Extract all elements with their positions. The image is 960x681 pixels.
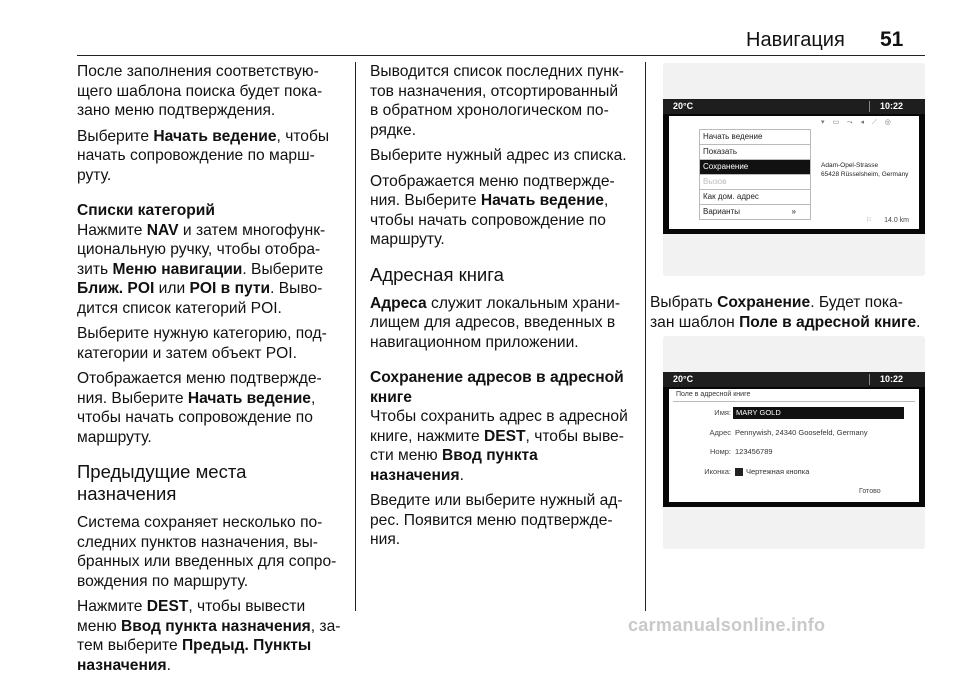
field-number[interactable] xyxy=(669,446,919,458)
text: или xyxy=(154,280,190,297)
form-title: Поле в адресной книге xyxy=(676,391,751,398)
distance-value: 14.0 km xyxy=(884,217,909,224)
text-line: Система сохраняет несколько по- xyxy=(77,514,323,531)
text-line: Выберите нужную категорию, под- xyxy=(77,325,327,342)
menu-item-options[interactable] xyxy=(699,204,811,220)
text: Выберите xyxy=(77,127,154,145)
flag-icon: ⚐ xyxy=(865,217,873,224)
paragraph xyxy=(370,407,636,485)
display xyxy=(663,99,925,234)
paragraph xyxy=(77,62,345,121)
column-2 xyxy=(370,62,636,556)
menu-term: Адреса xyxy=(370,294,427,312)
text-line: лищем для адресов, введенных в xyxy=(370,314,616,331)
paragraph xyxy=(370,294,636,353)
paragraph xyxy=(370,172,636,250)
text-line: бранных или введенных для сопро- xyxy=(77,553,337,570)
menu-term: Поле в адресной книге xyxy=(739,313,917,331)
menu-item-set-home[interactable]: Как дом. адрес xyxy=(699,189,811,204)
paragraph xyxy=(370,491,636,550)
temperature: 20°C xyxy=(673,101,694,111)
text: ния. Выберите xyxy=(370,192,481,209)
text-line: дится список категорий POI. xyxy=(77,299,282,317)
text: книге, нажмите xyxy=(370,427,484,445)
text: , за- xyxy=(310,617,341,635)
menu-item-show[interactable]: Показать xyxy=(699,144,811,159)
button-term: DEST xyxy=(146,598,189,615)
text-line: щего шаблона поиска будет пока- xyxy=(77,82,323,100)
chevron-right-icon: » xyxy=(791,207,796,216)
field-label: Адрес xyxy=(709,428,731,437)
paragraph xyxy=(77,127,345,186)
column-1 xyxy=(77,62,345,681)
text: , чтобы xyxy=(276,127,330,145)
section-title: Навигация xyxy=(746,29,845,51)
display xyxy=(663,372,925,507)
text: тем выберите xyxy=(77,637,182,654)
clock: 10:22 xyxy=(879,374,903,384)
text-line: вождения по маршруту. xyxy=(77,572,249,590)
text-line: следних пунктов назначения, вы- xyxy=(77,533,318,551)
text-line: Сохранение адресов в адресной xyxy=(370,369,624,386)
text: . Будет пока- xyxy=(810,294,903,311)
menu-item-save[interactable]: Сохранение xyxy=(699,159,811,174)
text: . xyxy=(459,466,464,484)
field-value: 123456789 xyxy=(735,447,773,456)
text: и затем многофунк- xyxy=(178,221,326,239)
paragraph xyxy=(77,597,345,675)
screenshot-address-book-form xyxy=(663,336,925,549)
paragraph xyxy=(370,62,636,140)
screen-caption xyxy=(650,293,930,338)
text-line: книге xyxy=(370,388,412,406)
paragraph xyxy=(370,146,636,166)
text-line: начать сопровождение по марш- xyxy=(77,147,315,164)
text-line: После заполнения соответствую- xyxy=(77,63,319,80)
destination-address xyxy=(821,161,908,179)
button-term: DEST xyxy=(483,427,526,445)
text: меню xyxy=(77,617,122,635)
paragraph xyxy=(77,324,345,363)
column-divider-2 xyxy=(645,62,646,611)
menu-term: Сохранение xyxy=(717,294,811,311)
text: ния. Выберите xyxy=(77,389,188,407)
text: , чтобы выве- xyxy=(525,427,624,445)
text-line: Выберите нужный адрес из списка. xyxy=(370,147,627,164)
divider xyxy=(869,374,870,385)
menu-panel xyxy=(669,116,919,229)
field-label: Иконка: xyxy=(704,467,731,476)
text-line: Выводится список последних пунк- xyxy=(370,63,624,80)
text: Выбрать xyxy=(650,294,718,311)
field-value: Pennywish, 24340 Goosefeld, Germany xyxy=(735,428,868,437)
field-icon[interactable] xyxy=(669,466,919,478)
screenshot-confirmation-menu xyxy=(663,63,925,276)
text-line: чтобы начать сопровождение по xyxy=(77,409,313,426)
text-line: Чтобы сохранить адрес в адресной xyxy=(370,408,628,425)
menu-term: Предыд. Пункты xyxy=(181,637,312,654)
pushpin-icon xyxy=(735,468,743,476)
text: . xyxy=(916,313,921,331)
menu-item-call[interactable]: Вызов xyxy=(699,174,811,189)
text: служит локальным храни- xyxy=(426,294,621,312)
header-rule xyxy=(77,55,925,56)
text-line: маршруту. xyxy=(370,231,445,248)
menu-item-start-guidance[interactable]: Начать ведение xyxy=(699,129,811,144)
field-value xyxy=(735,466,809,478)
text: . Выберите xyxy=(242,260,324,278)
text-line: чтобы начать сопровождение по xyxy=(370,211,606,229)
status-bar xyxy=(663,372,925,387)
field-label: Номр: xyxy=(710,447,731,456)
field-value: MARY GOLD xyxy=(733,407,904,419)
column-divider-1 xyxy=(355,62,356,611)
menu-term: Меню навигации xyxy=(112,260,243,278)
field-label: Имя: xyxy=(714,408,731,417)
divider xyxy=(869,101,870,112)
menu-term: POI в пути xyxy=(189,280,271,297)
form-panel xyxy=(669,389,919,502)
menu-term: Начать ведение xyxy=(187,389,311,407)
menu-term: Ввод пункта назначения xyxy=(121,617,311,635)
distance xyxy=(866,216,909,224)
subheading-save-addresses xyxy=(370,368,636,407)
text: зан шаблон xyxy=(650,313,740,331)
text-line: тов назначения, отсортированный xyxy=(370,82,619,100)
paragraph xyxy=(77,369,345,447)
text-line: ния. xyxy=(370,531,401,548)
confirmation-menu xyxy=(699,129,811,220)
done-button[interactable]: Готово xyxy=(859,488,881,495)
watermark: carmanualsonline.info xyxy=(628,615,826,635)
text: Нажмите xyxy=(77,598,147,615)
text-line: маршруту. xyxy=(77,428,152,446)
paragraph xyxy=(77,513,345,591)
page-number: 51 xyxy=(880,28,904,51)
paragraph xyxy=(77,221,345,319)
text-line: в обратном хронологическом по- xyxy=(370,102,609,119)
divider xyxy=(673,401,915,402)
address-city: 65428 Rüsselsheim, Germany xyxy=(821,171,909,178)
text: Нажмите xyxy=(77,221,147,239)
address-street: Adam-Opel-Strasse xyxy=(821,162,879,169)
text: , xyxy=(603,192,609,209)
paragraph xyxy=(650,293,930,332)
text-line: Отображается меню подтвержде- xyxy=(370,172,615,190)
text: . Выво- xyxy=(270,280,323,297)
text: сти меню xyxy=(370,447,443,464)
menu-term: Начать ведение xyxy=(153,127,277,145)
temperature: 20°C xyxy=(673,374,694,384)
status-bar xyxy=(663,99,925,114)
status-icons: ▾ ▭ ⤳ ◂ ⟋ ◎ xyxy=(821,119,894,126)
text-line: руту. xyxy=(77,166,112,184)
field-name[interactable] xyxy=(669,407,919,419)
field-address[interactable] xyxy=(669,427,919,439)
text-line: зано меню подтверждения. xyxy=(77,102,276,119)
menu-term: назначения xyxy=(77,656,167,674)
text-line: Отображается меню подтвержде- xyxy=(77,370,322,387)
text: , чтобы вывести xyxy=(188,598,306,615)
text-line: категории и затем объект POI. xyxy=(77,344,297,362)
subheading-categories: Списки категорий xyxy=(77,202,215,219)
heading-previous-destinations: Предыдущие места назначения xyxy=(77,461,247,504)
menu-term: Начать ведение xyxy=(480,192,604,209)
text-line: Введите или выберите нужный ад- xyxy=(370,492,623,509)
menu-term: Ввод пункта назначения xyxy=(370,447,538,484)
menu-item-label: Варианты xyxy=(703,207,740,216)
menu-term: Ближ. POI xyxy=(77,280,155,297)
text-line: рес. Появится меню подтвержде- xyxy=(370,511,613,529)
text-line: циональную ручку, чтобы отобра- xyxy=(77,241,321,258)
text: зить xyxy=(77,260,113,278)
clock: 10:22 xyxy=(879,101,903,111)
text-line: навигационном приложении. xyxy=(370,333,579,351)
heading-address-book: Адресная книга xyxy=(370,263,504,285)
button-term: NAV xyxy=(146,221,179,239)
icon-name: Чертежная кнопка xyxy=(746,467,810,476)
text-line: рядке. xyxy=(370,121,417,139)
text: . xyxy=(166,656,171,674)
text: , xyxy=(310,389,316,407)
